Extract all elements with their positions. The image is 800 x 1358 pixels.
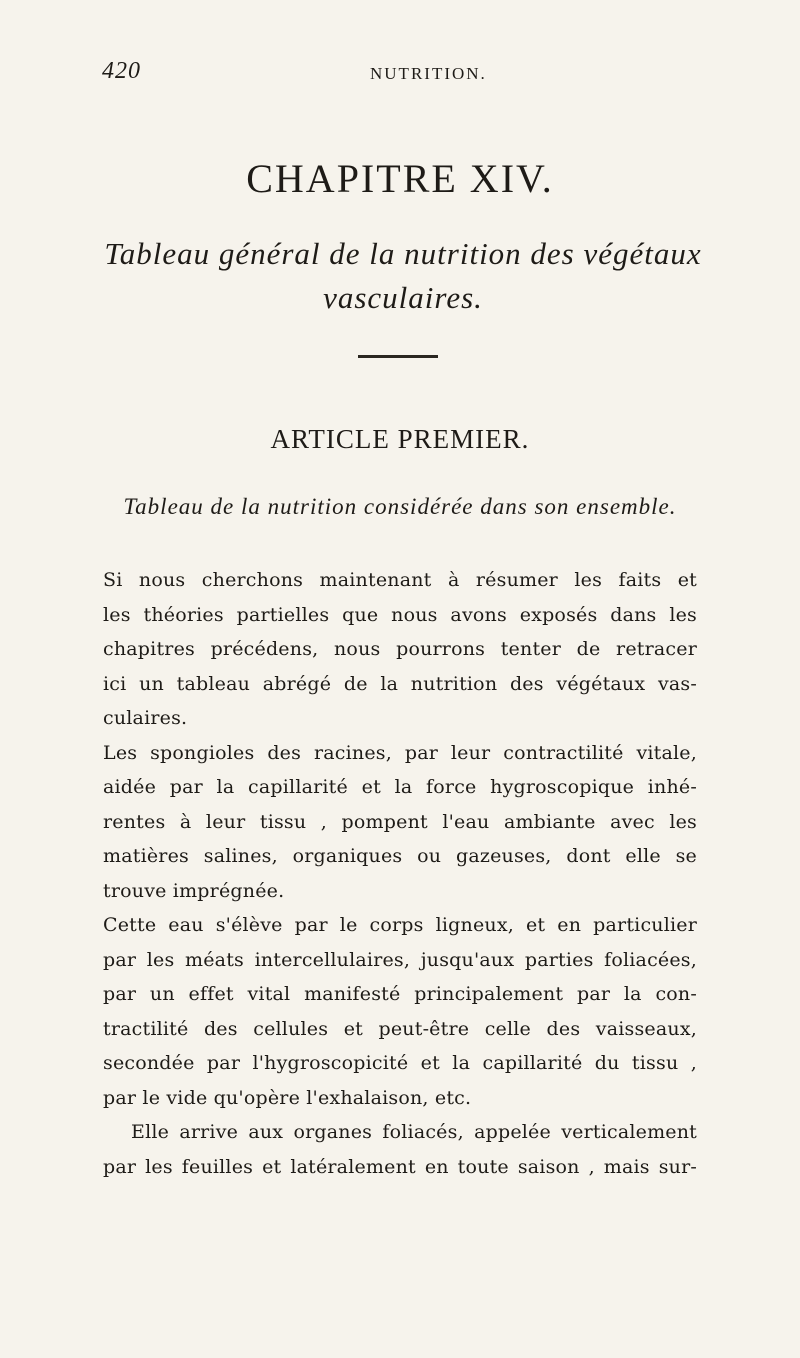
body-line: chapitres précédens, nous pourrons tenter de retracer	[103, 638, 697, 660]
body-line: les théories partielles que nous avons exposés dans les	[103, 603, 697, 626]
body-line: rentes à leur tissu , pompent l'eau ambiante avec les	[103, 810, 697, 833]
article-subtitle: Tableau de la nutrition considérée dans son ensemble.	[123, 494, 677, 519]
body-line: Les spongioles des racines, par leur contractilité vitale,	[103, 741, 697, 764]
body-line: par les feuilles et latéralement en toute saison , mais sur-	[103, 1155, 697, 1178]
chapter-title: CHAPITRE XIV.	[246, 156, 554, 201]
body-line: culaires.	[103, 707, 188, 729]
body-line: matières salines, organiques ou gazeuses, dont elle se	[103, 845, 697, 867]
body-line: tractilité des cellules et peut-être celle des vaisseaux,	[103, 1017, 697, 1040]
body-line: secondée par l'hygroscopicité et la capillarité du tissu ,	[103, 1052, 697, 1074]
body-line: par les méats intercellulaires, jusqu'aux parties foliacées,	[103, 948, 697, 971]
running-head	[100, 58, 700, 98]
article-title: ARTICLE PREMIER.	[270, 424, 530, 454]
chapter-subtitle-line-2: vasculaires.	[323, 280, 483, 315]
body-line: ici un tableau abrégé de la nutrition des végétaux vas-	[103, 672, 697, 695]
running-title: NUTRITION.	[370, 64, 487, 83]
body-text	[103, 563, 697, 1184]
chapter-subtitle-line-1: Tableau général de la nutrition des végétaux	[104, 236, 702, 271]
body-line: par le vide qu'opère l'exhalaison, etc.	[103, 1086, 472, 1109]
body-line: Elle arrive aux organes foliacés, appelée verticalement	[131, 1121, 697, 1143]
page-number: 420	[102, 58, 141, 84]
section-divider	[358, 355, 438, 358]
body-line: Cette eau s'élève par le corps ligneux, et en particulier	[103, 914, 697, 936]
body-line: aidée par la capillarité et la force hygroscopique inhé-	[103, 776, 697, 798]
body-line: par un effet vital manifesté principalement par la con-	[103, 983, 697, 1005]
body-line: trouve imprégnée.	[103, 879, 285, 902]
body-line: Si nous cherchons maintenant à résumer les faits et	[103, 569, 697, 591]
chapter-subtitle	[100, 232, 706, 320]
